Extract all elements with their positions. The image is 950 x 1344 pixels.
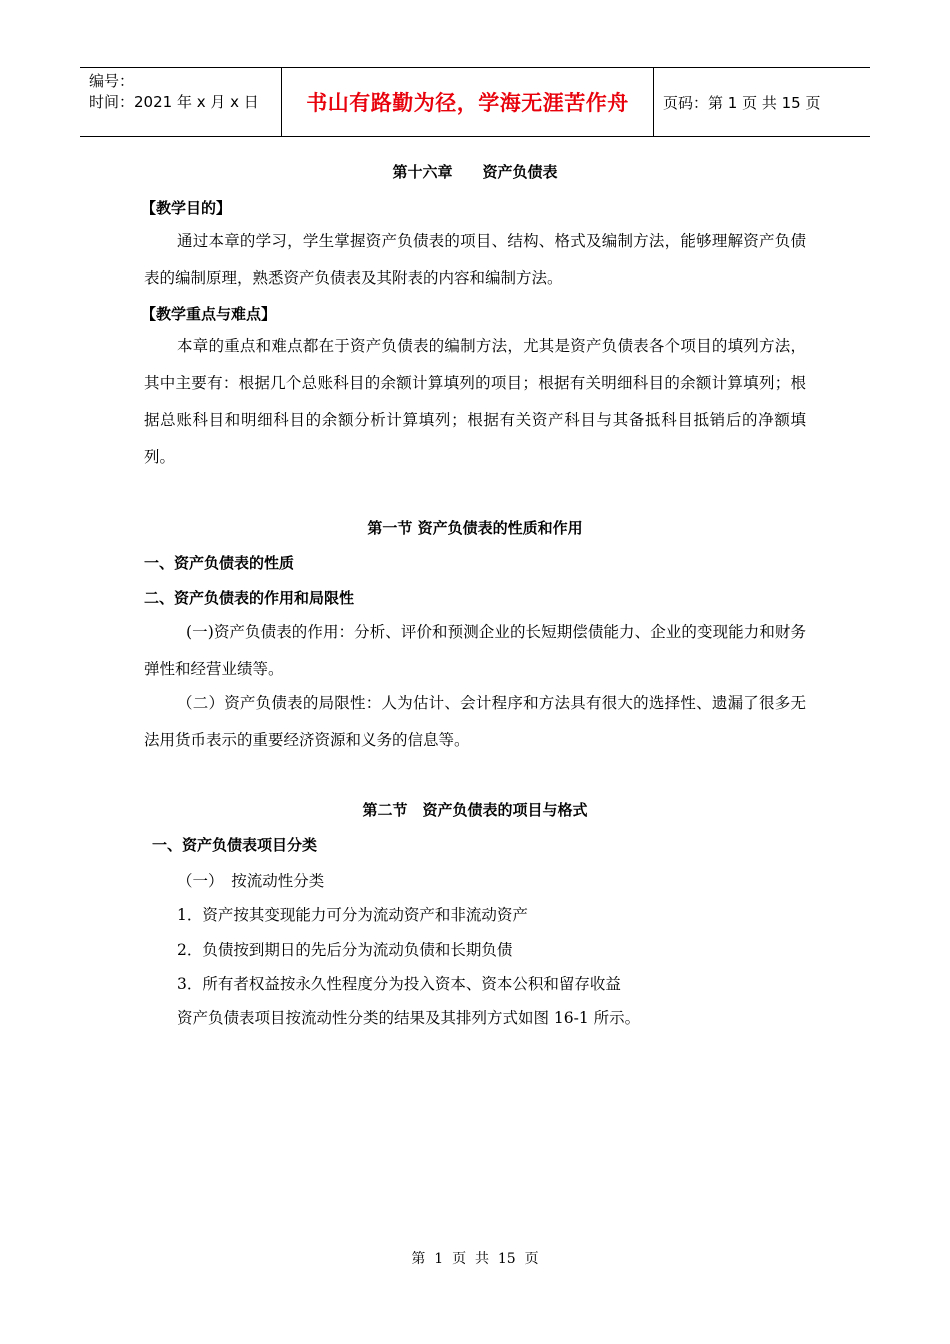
- section2-closing-text: 资产负债表项目按流动性分类的结果及其排列方式如图 16-1 所示。: [177, 1009, 641, 1027]
- section2-subheading: （一） 按流动性分类: [177, 872, 325, 890]
- section1-paragraph-1: (一)资产负债表的作用：分析、评价和预测企业的长短期偿债能力、企业的变现能力和财务弹性和经营业绩等。: [144, 623, 806, 678]
- objectives-paragraph: 通过本章的学习，学生掌握资产负债表的项目、结构、格式及编制方法，能够理解资产负债表的编制原理，熟悉资产负债表及其附表的内容和编制方法。: [144, 232, 806, 287]
- section1-paragraph-2: （二）资产负债表的局限性：人为估计、会计程序和方法具有很大的选择性、遗漏了很多无法用货币表示的重要经济资源和义务的信息等。: [144, 694, 806, 749]
- page-footer: 第 1 页 共 15 页: [411, 1251, 539, 1267]
- key-points-paragraph: 本章的重点和难点都在于资产负债表的编制方法，尤其是资产负债表各个项目的填列方法，其中主要有：根据几个总账科目的余额计算填列的项目；根据有关明细科目的余额计算填列；根据总账科目和明细科目的余额分析计算填列；根据有关资产科目与其备抵科目抵销后的净额填列。: [144, 337, 806, 466]
- key-points-heading: 【教学重点与难点】: [141, 305, 277, 323]
- objectives-heading: 【教学目的】: [141, 199, 232, 217]
- header-meta-cell: [80, 68, 282, 136]
- header-page-label: 页码：第 1 页 共 15 页: [663, 93, 821, 112]
- section1-heading-2: 二、资产负债表的作用和局限性: [144, 589, 355, 607]
- section2-list-item: 2．负债按到期日的先后分为流动负债和长期负债: [177, 941, 513, 959]
- section2-title: 第二节 资产负债表的项目与格式: [362, 801, 588, 819]
- document-header: [80, 67, 870, 137]
- section2-heading-1: 一、资产负债表项目分类: [152, 836, 318, 854]
- header-motto: 书山有路勤为径，学海无涯苦作舟: [282, 68, 654, 136]
- document-number-label: 编号：: [89, 72, 135, 90]
- chapter-title: 第十六章 资产负债表: [392, 163, 558, 181]
- document-time-label: 时间：2021 年 x 月 x 日: [89, 93, 259, 111]
- section2-list-item: 3．所有者权益按永久性程度分为投入资本、资本公积和留存收益: [177, 975, 621, 993]
- section1-title: 第一节 资产负债表的性质和作用: [367, 519, 583, 537]
- section1-heading-1: 一、资产负债表的性质: [144, 554, 295, 572]
- section2-list-item: 1．资产按其变现能力可分为流动资产和非流动资产: [177, 906, 528, 924]
